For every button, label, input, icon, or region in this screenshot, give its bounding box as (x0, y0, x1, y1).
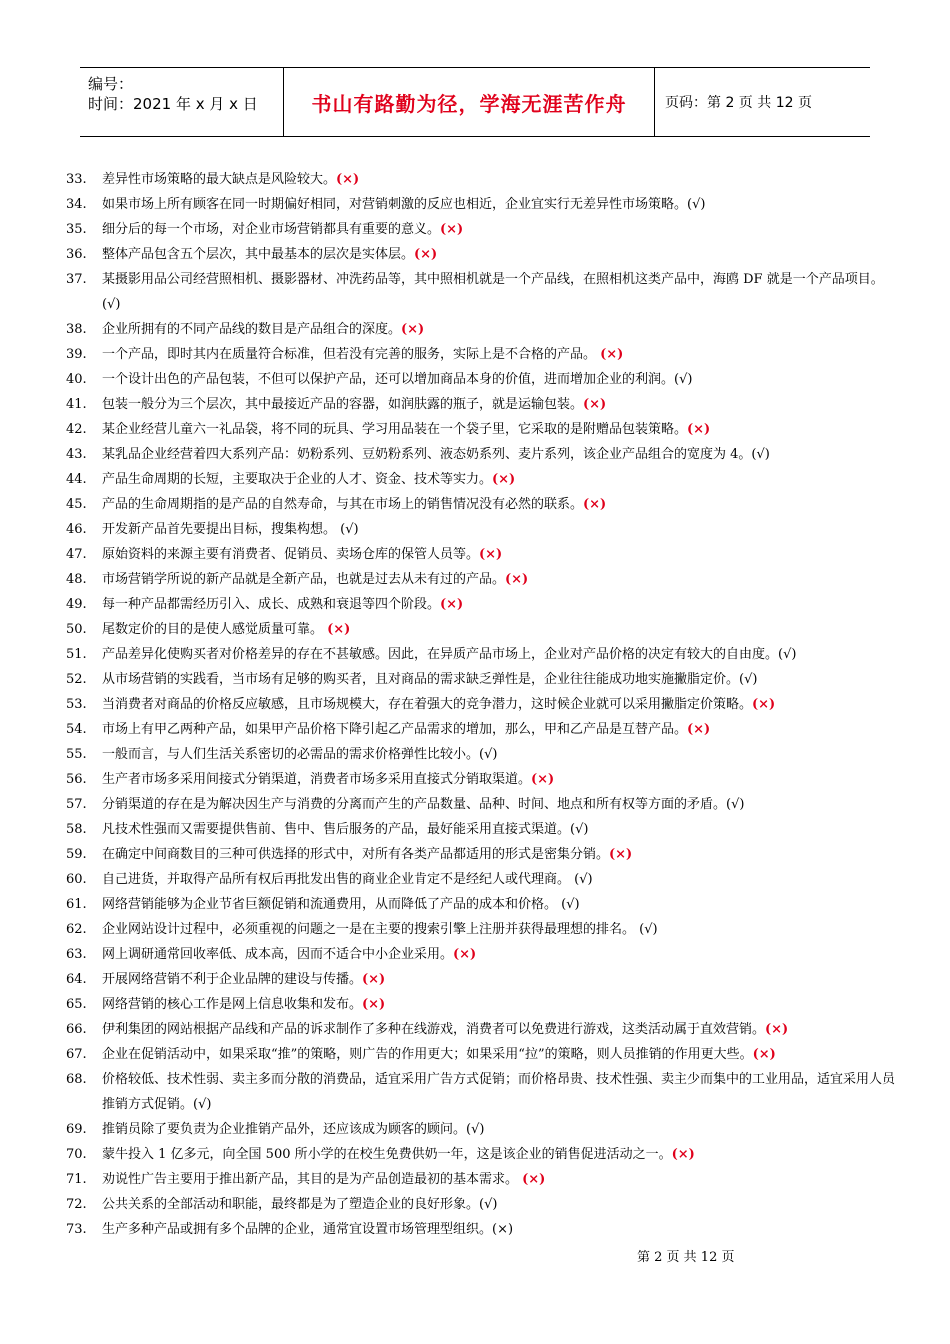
list-item (66, 167, 896, 192)
item-number: 56. (66, 772, 87, 787)
answer-mark: (×) (453, 947, 477, 962)
answer-mark: (√) (570, 822, 589, 837)
item-number: 69. (66, 1122, 87, 1137)
item-number: 41. (66, 397, 87, 412)
item-number: 62. (66, 922, 87, 937)
item-number: 43. (66, 447, 87, 462)
list-item (66, 642, 896, 667)
item-number: 65. (66, 997, 87, 1012)
list-item (66, 892, 896, 917)
item-text (102, 792, 896, 817)
item-statement: 自己进货，并取得产品所有权后再批发出售的商业企业肯定不是经纪人或代理商。 (102, 872, 575, 887)
item-number: 51. (66, 647, 87, 662)
item-text (102, 242, 896, 267)
item-statement: 产品的生命周期指的是产品的自然寿命，与其在市场上的销售情况没有必然的联系。 (102, 497, 584, 512)
item-number: 72. (66, 1197, 87, 1212)
list-item (66, 1017, 896, 1042)
item-text (102, 617, 896, 642)
header-motto-cell (283, 68, 655, 136)
answer-mark: (×) (414, 247, 438, 262)
page-info-cell (655, 68, 870, 136)
item-text (102, 167, 896, 192)
list-item (66, 592, 896, 617)
answer-mark: (×) (492, 472, 516, 487)
answer-mark: (√) (687, 197, 706, 212)
list-item (66, 267, 896, 317)
item-text (102, 767, 896, 792)
list-item (66, 767, 896, 792)
item-statement: 凡技术性强而又需要提供售前、售中、售后服务的产品，最好能采用直接式渠道。 (102, 822, 571, 837)
answer-mark: (×) (600, 347, 624, 362)
item-statement: 蒙牛投入 1 亿多元，向全国 500 所小学的在校生免费供奶一年，这是该企业的销售促进活动之一。 (102, 1147, 672, 1162)
item-number: 42. (66, 422, 87, 437)
list-item (66, 992, 896, 1017)
item-number: 46. (66, 522, 87, 537)
answer-mark: (√) (340, 522, 359, 537)
answer-mark: (√) (778, 647, 797, 662)
answer-mark: (×) (671, 1147, 695, 1162)
item-text (102, 717, 896, 742)
answer-mark: (×) (522, 1172, 546, 1187)
item-statement: 尾数定价的目的是使人感觉质量可靠。 (102, 622, 328, 637)
item-statement: 开发新产品首先要提出目标，搜集构想。 (102, 522, 341, 537)
list-item (66, 342, 896, 367)
answer-mark: (×) (401, 322, 425, 337)
item-text (102, 267, 896, 317)
item-text (102, 742, 896, 767)
item-statement: 差异性市场策略的最大缺点是风险较大。 (102, 172, 337, 187)
list-item (66, 492, 896, 517)
item-text (102, 1167, 896, 1192)
item-text (102, 1217, 896, 1242)
answer-mark: (√) (561, 897, 580, 912)
list-item (66, 1142, 896, 1167)
item-number: 64. (66, 972, 87, 987)
item-text (102, 1117, 896, 1142)
item-statement: 分销渠道的存在是为解决因生产与消费的分离而产生的产品数量、品种、时间、地点和所有权等方面的矛盾。 (102, 797, 727, 812)
answer-mark: (√) (739, 672, 758, 687)
list-item (66, 617, 896, 642)
list-item (66, 1192, 896, 1217)
answer-mark: (×) (362, 997, 386, 1012)
answer-mark: (√) (726, 797, 745, 812)
list-item (66, 217, 896, 242)
answer-mark: (×) (752, 697, 776, 712)
item-number: 67. (66, 1047, 87, 1062)
item-number: 68. (66, 1072, 87, 1087)
answer-mark: (×) (440, 222, 464, 237)
list-item (66, 967, 896, 992)
answer-mark: (×) (687, 422, 711, 437)
list-item (66, 742, 896, 767)
header-meta (80, 68, 283, 136)
list-item (66, 842, 896, 867)
list-item (66, 542, 896, 567)
item-statement: 一般而言，与人们生活关系密切的必需品的需求价格弹性比较小。 (102, 747, 480, 762)
item-text (102, 517, 896, 542)
item-statement: 价格较低、技术性弱、卖主多而分散的消费品，适宜采用广告方式促销；而价格昂贵、技术性强、卖主少而集中的工业用品，适宜采用人员推销方式促销。 (102, 1072, 896, 1112)
answer-mark: (√) (639, 922, 658, 937)
item-text (102, 892, 896, 917)
item-text (102, 342, 896, 367)
answer-mark: (√) (193, 1097, 212, 1112)
page-info: 页码：第 2 页 共 12 页 (665, 95, 812, 111)
item-statement: 某企业经营儿童六一礼品袋，将不同的玩具、学习用品装在一个袋子里，它采取的是附赠品包装策略。 (102, 422, 688, 437)
question-list (66, 167, 896, 1242)
list-item (66, 442, 896, 467)
list-item (66, 817, 896, 842)
answer-mark: (×) (479, 547, 503, 562)
item-number: 49. (66, 597, 87, 612)
item-text (102, 492, 896, 517)
item-statement: 市场上有甲乙两种产品，如果甲产品价格下降引起乙产品需求的增加，那么，甲和乙产品是互替产品。 (102, 722, 688, 737)
item-text (102, 192, 896, 217)
item-statement: 企业在促销活动中，如果采取“推”的策略，则广告的作用更大；如果采用“拉”的策略，则人员推销的作用更大些。 (102, 1047, 753, 1062)
item-number: 73. (66, 1222, 87, 1237)
item-statement: 产品差异化使购买者对价格差异的存在不甚敏感。因此，在异质产品市场上，企业对产品价格的决定有较大的自由度。 (102, 647, 779, 662)
item-number: 53. (66, 697, 87, 712)
item-number: 70. (66, 1147, 87, 1162)
item-statement: 市场营销学所说的新产品就是全新产品，也就是过去从未有过的产品。 (102, 572, 506, 587)
list-item (66, 567, 896, 592)
item-number: 61. (66, 897, 87, 912)
answer-mark: (√) (102, 297, 121, 312)
item-statement: 产品生命周期的长短，主要取决于企业的人才、资金、技术等实力。 (102, 472, 493, 487)
item-number: 71. (66, 1172, 87, 1187)
item-text (102, 467, 896, 492)
item-number: 52. (66, 672, 87, 687)
list-item (66, 1117, 896, 1142)
item-number: 54. (66, 722, 87, 737)
date-label: 时间：2021 年 x 月 x 日 (88, 95, 258, 113)
list-item (66, 317, 896, 342)
item-statement: 当消费者对商品的价格反应敏感，且市场规模大，存在着强大的竞争潜力，这时候企业就可以采用撇脂定价策略。 (102, 697, 753, 712)
item-number: 66. (66, 1022, 87, 1037)
item-number: 38. (66, 322, 87, 337)
item-text (102, 642, 896, 667)
list-item (66, 367, 896, 392)
item-statement: 一个产品，即时其内在质量符合标准，但若没有完善的服务，实际上是不合格的产品。 (102, 347, 601, 362)
list-item (66, 517, 896, 542)
item-number: 40. (66, 372, 87, 387)
item-text (102, 942, 896, 967)
item-statement: 整体产品包含五个层次，其中最基本的层次是实体层。 (102, 247, 415, 262)
answer-mark: (√) (674, 372, 693, 387)
item-statement: 企业网站设计过程中，必须重视的问题之一是在主要的搜索引擎上注册并获得最理想的排名。 (102, 922, 640, 937)
item-text (102, 1042, 896, 1067)
item-text (102, 992, 896, 1017)
list-item (66, 942, 896, 967)
answer-mark: (×) (687, 722, 711, 737)
item-number: 50. (66, 622, 87, 637)
item-text (102, 367, 896, 392)
item-text (102, 217, 896, 242)
item-number: 48. (66, 572, 87, 587)
item-text (102, 692, 896, 717)
item-text (102, 1142, 896, 1167)
list-item (66, 392, 896, 417)
answer-mark: (×) (583, 397, 607, 412)
list-item (66, 792, 896, 817)
item-statement: 劝说性广告主要用于推出新产品，其目的是为产品创造最初的基本需求。 (102, 1172, 523, 1187)
item-number: 63. (66, 947, 87, 962)
item-number: 34. (66, 197, 87, 212)
item-statement: 如果市场上所有顾客在同一时期偏好相同，对营销刺激的反应也相近，企业宜实行无差异性市场策略。 (102, 197, 688, 212)
item-number: 37. (66, 272, 87, 287)
item-text (102, 842, 896, 867)
item-statement: 细分后的每一个市场，对企业市场营销都具有重要的意义。 (102, 222, 441, 237)
item-number: 58. (66, 822, 87, 837)
item-number: 33. (66, 172, 87, 187)
item-text (102, 817, 896, 842)
item-text (102, 592, 896, 617)
item-statement: 一个设计出色的产品包装，不但可以保护产品，还可以增加商品本身的价值，进而增加企业的利润。 (102, 372, 675, 387)
item-statement: 网络营销能够为企业节省巨额促销和流通费用，从而降低了产品的成本和价格。 (102, 897, 562, 912)
list-item (66, 192, 896, 217)
answer-mark: (×) (752, 1047, 776, 1062)
list-item (66, 1042, 896, 1067)
item-statement: 公共关系的全部活动和职能，最终都是为了塑造企业的良好形象。 (102, 1197, 480, 1212)
list-item (66, 667, 896, 692)
item-text (102, 317, 896, 342)
item-statement: 某摄影用品公司经营照相机、摄影器材、冲洗药品等，其中照相机就是一个产品线，在照相机这类产品中，海鸥 DF 就是一个产品项目。 (102, 272, 884, 287)
answer-mark: (×) (336, 172, 360, 187)
item-number: 57. (66, 797, 87, 812)
answer-mark: (×) (531, 772, 555, 787)
list-item (66, 467, 896, 492)
item-statement: 网上调研通常回收率低、成本高，因而不适合中小企业采用。 (102, 947, 454, 962)
list-item (66, 867, 896, 892)
item-text (102, 542, 896, 567)
item-number: 60. (66, 872, 87, 887)
answer-mark: (×) (492, 1222, 514, 1237)
item-statement: 生产多种产品或拥有多个品牌的企业，通常宜设置市场管理型组织。 (102, 1222, 493, 1237)
item-number: 36. (66, 247, 87, 262)
answer-mark: (×) (362, 972, 386, 987)
item-text (102, 417, 896, 442)
item-text (102, 1017, 896, 1042)
item-statement: 推销员除了要负责为企业推销产品外，还应该成为顾客的顾问。 (102, 1122, 467, 1137)
answer-mark: (×) (765, 1022, 789, 1037)
item-text (102, 392, 896, 417)
item-number: 35. (66, 222, 87, 237)
item-statement: 网络营销的核心工作是网上信息收集和发布。 (102, 997, 363, 1012)
item-number: 44. (66, 472, 87, 487)
item-statement: 在确定中间商数目的三种可供选择的形式中，对所有各类产品都适用的形式是密集分销。 (102, 847, 610, 862)
list-item (66, 242, 896, 267)
item-number: 47. (66, 547, 87, 562)
answer-mark: (√) (466, 1122, 485, 1137)
item-number: 59. (66, 847, 87, 862)
item-statement: 某乳品企业经营着四大系列产品：奶粉系列、豆奶粉系列、液态奶系列、麦片系列，该企业产品组合的宽度为 4。 (102, 447, 752, 462)
answer-mark: (√) (479, 1197, 498, 1212)
page-header (80, 67, 870, 137)
item-statement: 每一种产品都需经历引入、成长、成熟和衰退等四个阶段。 (102, 597, 441, 612)
answer-mark: (√) (574, 872, 593, 887)
item-text (102, 667, 896, 692)
answer-mark: (√) (751, 447, 770, 462)
list-item (66, 1067, 896, 1117)
item-text (102, 917, 896, 942)
answer-mark: (×) (505, 572, 529, 587)
item-text (102, 1067, 896, 1117)
item-statement: 生产者市场多采用间接式分销渠道，消费者市场多采用直接式分销取渠道。 (102, 772, 532, 787)
item-statement: 开展网络营销不利于企业品牌的建设与传播。 (102, 972, 363, 987)
answer-mark: (√) (479, 747, 498, 762)
answer-mark: (×) (327, 622, 351, 637)
item-statement: 包装一般分为三个层次，其中最接近产品的容器，如润肤露的瓶子，就是运输包装。 (102, 397, 584, 412)
list-item (66, 1167, 896, 1192)
list-item (66, 417, 896, 442)
item-text (102, 442, 896, 467)
item-statement: 原始资料的来源主要有消费者、促销员、卖场仓库的保管人员等。 (102, 547, 480, 562)
page-footer: 第 2 页 共 12 页 (637, 1250, 735, 1265)
item-number: 39. (66, 347, 87, 362)
list-item (66, 717, 896, 742)
code-label: 编号： (88, 75, 134, 93)
item-text (102, 967, 896, 992)
item-statement: 企业所拥有的不同产品线的数目是产品组合的深度。 (102, 322, 402, 337)
item-statement: 从市场营销的实践看，当市场有足够的购买者，且对商品的需求缺乏弹性是，企业往往能成功地实施撇脂定价。 (102, 672, 740, 687)
list-item (66, 917, 896, 942)
answer-mark: (×) (440, 597, 464, 612)
answer-mark: (×) (609, 847, 633, 862)
list-item (66, 1217, 896, 1242)
list-item (66, 692, 896, 717)
item-text (102, 567, 896, 592)
item-number: 45. (66, 497, 87, 512)
item-text (102, 867, 896, 892)
item-number: 55. (66, 747, 87, 762)
motto: 书山有路勤为径，学海无涯苦作舟 (311, 91, 627, 116)
item-statement: 伊利集团的网站根据产品线和产品的诉求制作了多种在线游戏，消费者可以免费进行游戏，这类活动属于直效营销。 (102, 1022, 766, 1037)
item-text (102, 1192, 896, 1217)
answer-mark: (×) (583, 497, 607, 512)
